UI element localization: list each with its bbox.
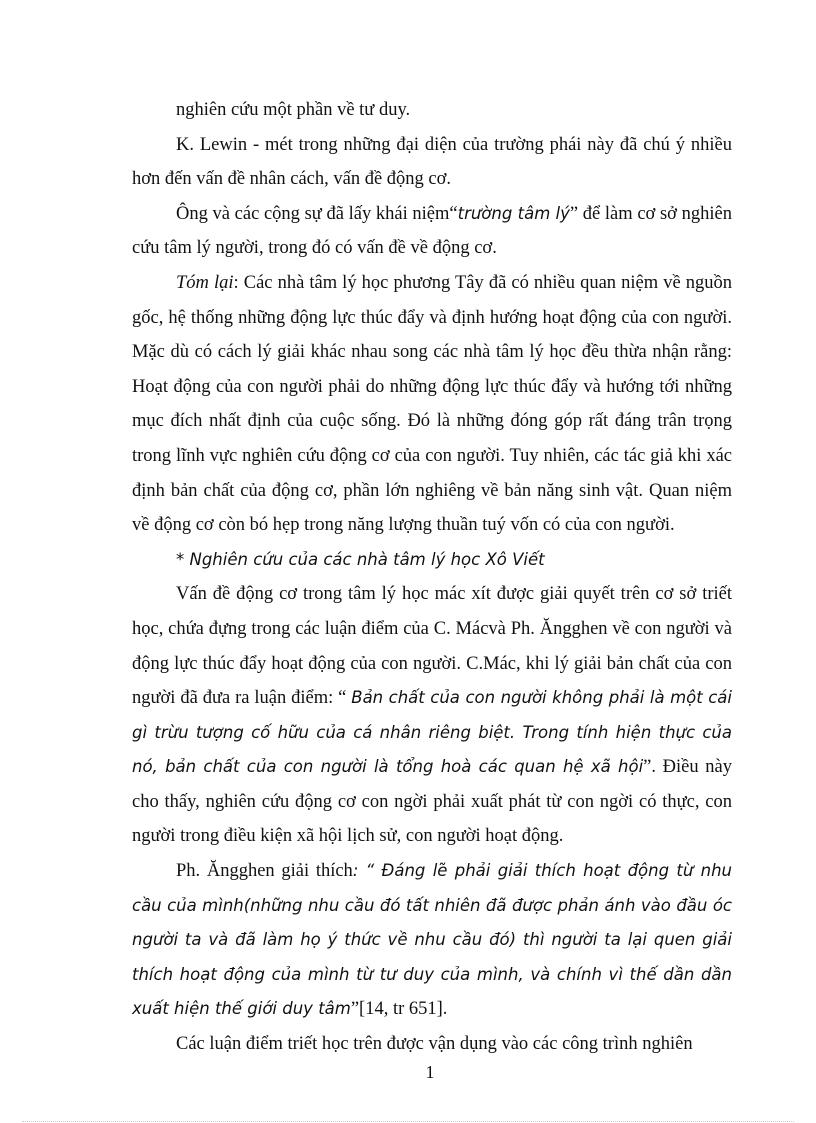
- paragraph-7-text-a: Ph. Ăngghen giải thích: [176, 861, 353, 882]
- marx-quote: Bản chất của con người không phải là một cái gì trừu tượng cố hữu của cá nhân riêng biệt. Trong tính hiện thực của nó, bản chất của con người là tổng hoà các quan hệ xã hội: [132, 688, 732, 777]
- paragraph-4-text: : Các nhà tâm lý học phương Tây đã có nhiều quan niệm về nguồn gốc, hệ thống những động lực thúc đẩy và định hướng hoạt động của con người. Mặc dù có cách lý giải khác nhau song các nhà tâm lý học đều thừa nhận rằng: Hoạt động của con người phải do những động lực thúc đẩy và hướng tới những mục đích nhất định của cuộc sống. Đó là những đóng góp rất đáng trân trọng trong lĩnh vực nghiên cứu động cơ của con người. Tuy nhiên, các tác giả khi xác định bản chất của động cơ, phần lớn nghiêng về bản năng sinh vật. Quan niệm về động cơ còn bó hẹp trong năng lượng thuần tuý vốn có của con người.: [132, 272, 732, 536]
- paragraph-1: [132, 93, 732, 128]
- engels-quote: : “ Đáng lẽ phải giải thích hoạt động từ nhu cầu của mình(những nhu cầu đó tất nhiên đã được phản ánh vào đầu óc người ta và đã làm họ ý thức về nhu cầu đó) thì người ta lại quen giải thích hoạt động của mình từ tư duy của mình, và chính vì thế dần dần xuất hiện thế giới duy tâm: [132, 861, 732, 1019]
- paragraph-3-text-a: Ông và các cộng sự đã lấy khái niệm“: [176, 203, 458, 224]
- field-concept-term: trường tâm lý: [457, 203, 570, 223]
- paragraph-1-text: nghiên cứu một phần về tư duy.: [176, 100, 411, 120]
- paragraph-3-text-b: ” để làm cơ sở nghiên cứu tâm lý người, trong đó có vấn đề về động cơ.: [132, 203, 732, 259]
- paragraph-2: [132, 128, 732, 197]
- section-heading: [132, 543, 732, 578]
- summary-label: Tóm lại: [176, 272, 234, 293]
- section-heading-text: * Nghiên cứu của các nhà tâm lý học Xô Viết: [176, 549, 545, 569]
- page-number: 1: [425, 1062, 435, 1082]
- paragraph-8: [132, 1027, 732, 1062]
- body-text: [132, 93, 732, 1062]
- paragraph-7: [132, 854, 732, 1027]
- paragraph-6: [132, 577, 732, 854]
- page-bottom-divider: [22, 1121, 794, 1122]
- paragraph-6-text-b: ”. Điều này cho thấy, nghiên cứu động cơ con ngời phải xuất phát từ con ngời có thực, con người trong điều kiện xã hội lịch sử, con người hoạt động.: [132, 757, 732, 847]
- paragraph-7-citation: ”[14, tr 651].: [350, 999, 448, 1020]
- paragraph-2-text: K. Lewin - mét trong những đại diện của trường phái này đã chú ý nhiều hơn đến vấn đề nhân cách, vấn đề động cơ.: [132, 134, 732, 190]
- paragraph-4: [132, 266, 732, 543]
- paragraph-6-text-a: Vấn đề động cơ trong tâm lý học mác xít được giải quyết trên cơ sở triết học, chứa đựng trong các luận điểm của C. Mácvà Ph. Ăngghen về con người và động lực thúc đẩy hoạt động của con người. C.Mác, khi lý giải bản chất của con người đã đưa ra luận điểm: “: [132, 584, 732, 709]
- paragraph-3: [132, 197, 732, 266]
- paragraph-8-text: Các luận điểm triết học trên được vận dụng vào các công trình nghiên: [176, 1034, 693, 1055]
